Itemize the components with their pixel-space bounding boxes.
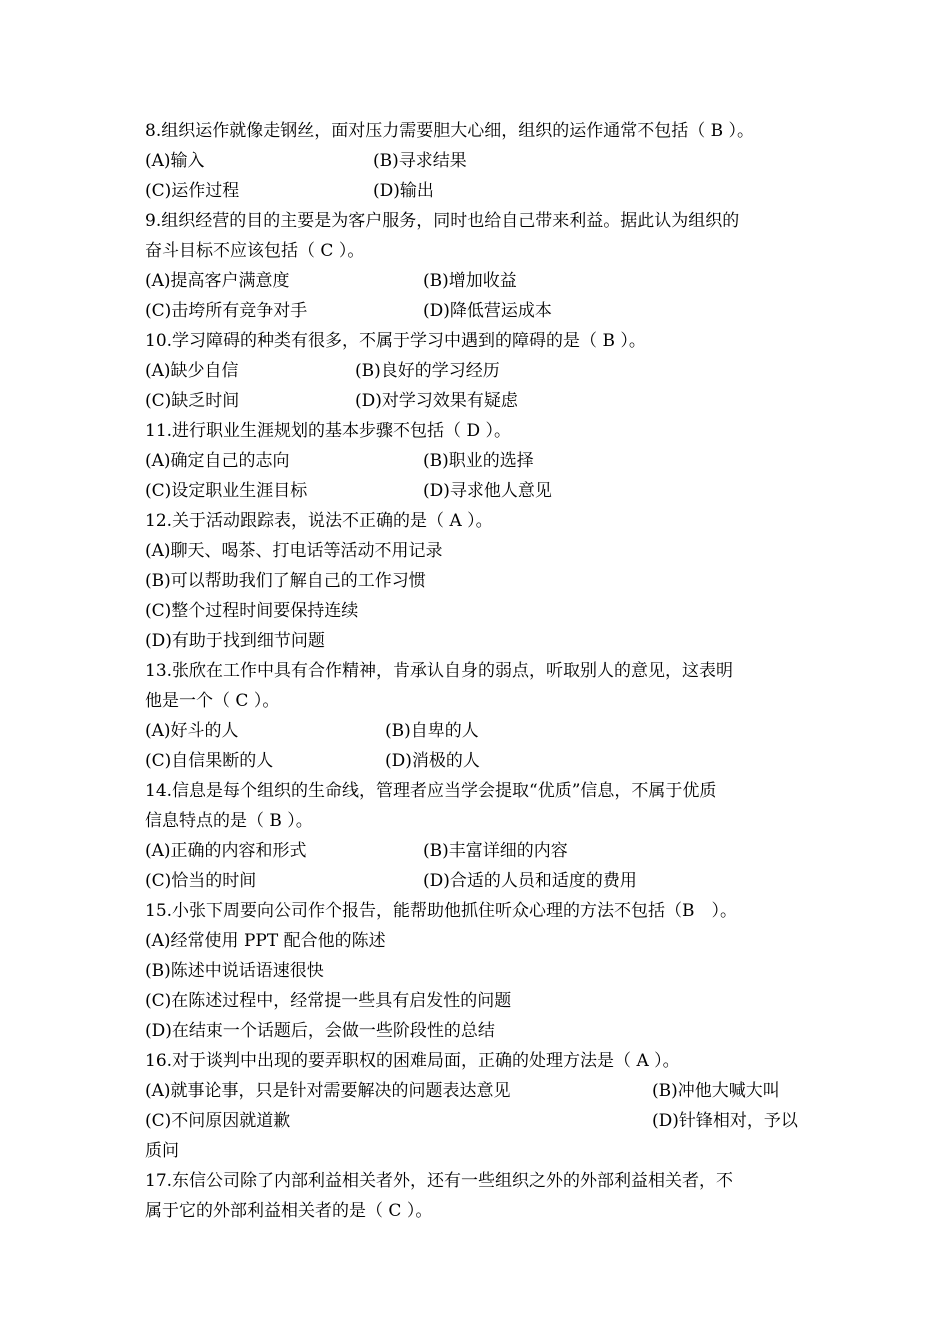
option-d: (D)合适的人员和适度的费用 bbox=[423, 871, 637, 891]
question-11 bbox=[145, 416, 815, 506]
question-14 bbox=[145, 776, 815, 896]
question-stem-continued: 信息特点的是（ B ）。 bbox=[145, 811, 313, 831]
option-b: (B)职业的选择 bbox=[423, 451, 534, 471]
option-c: (C)击垮所有竞争对手 bbox=[145, 301, 308, 321]
option-row bbox=[145, 446, 815, 476]
option-b: (B)冲他大喊大叫 bbox=[652, 1081, 780, 1101]
question-17 bbox=[145, 1166, 815, 1226]
option-row bbox=[145, 866, 815, 896]
option-d: (D)对学习效果有疑虑 bbox=[355, 391, 518, 411]
option-b: (B)可以帮助我们了解自己的工作习惯 bbox=[145, 571, 426, 591]
option-c: (C)不问原因就道歉 bbox=[145, 1111, 291, 1131]
question-9 bbox=[145, 206, 815, 326]
option-a: (A)确定自己的志向 bbox=[145, 451, 290, 471]
option-row bbox=[145, 146, 815, 176]
question-stem-continued: 属于它的外部利益相关者的是（ C ）。 bbox=[145, 1201, 433, 1221]
option-a: (A)提高客户满意度 bbox=[145, 271, 290, 291]
question-stem: 14.信息是每个组织的生命线，管理者应当学会提取“优质”信息，不属于优质 bbox=[145, 781, 717, 801]
option-d: (D)有助于找到细节问题 bbox=[145, 631, 325, 651]
option-row bbox=[145, 716, 815, 746]
option-row bbox=[145, 1076, 815, 1106]
option-a: (A)就事论事，只是针对需要解决的问题表达意见 bbox=[145, 1081, 511, 1101]
question-8 bbox=[145, 116, 815, 206]
option-row bbox=[145, 356, 815, 386]
question-stem: 17.东信公司除了内部利益相关者外，还有一些组织之外的外部利益相关者，不 bbox=[145, 1171, 734, 1191]
question-stem: 11.进行职业生涯规划的基本步骤不包括（ D ）。 bbox=[145, 421, 511, 441]
option-b: (B)陈述中说话语速很快 bbox=[145, 961, 324, 981]
option-a: (A)缺少自信 bbox=[145, 361, 239, 381]
option-b: (B)增加收益 bbox=[423, 271, 517, 291]
document-page bbox=[145, 116, 815, 1226]
question-15 bbox=[145, 896, 815, 1046]
option-row bbox=[145, 176, 815, 206]
question-stem: 15.小张下周要向公司作个报告，能帮助他抓住听众心理的方法不包括（B ）。 bbox=[145, 901, 738, 921]
option-c: (C)缺乏时间 bbox=[145, 391, 240, 411]
option-d: (D)输出 bbox=[373, 181, 434, 201]
question-stem: 16.对于谈判中出现的要弄职权的困难局面，正确的处理方法是（ A ）。 bbox=[145, 1051, 680, 1071]
option-b: (B)自卑的人 bbox=[385, 721, 479, 741]
option-d: (D)降低营运成本 bbox=[423, 301, 552, 321]
question-stem: 9.组织经营的目的主要是为客户服务，同时也给自己带来利益。据此认为组织的 bbox=[145, 211, 740, 231]
option-d: (D)在结束一个话题后，会做一些阶段性的总结 bbox=[145, 1021, 495, 1041]
option-d: (D)寻求他人意见 bbox=[423, 481, 552, 501]
option-row bbox=[145, 476, 815, 506]
question-stem: 8.组织运作就像走钢丝，面对压力需要胆大心细，组织的运作通常不包括（ B ）。 bbox=[145, 121, 755, 141]
option-row bbox=[145, 296, 815, 326]
option-b: (B)寻求结果 bbox=[373, 151, 467, 171]
option-d: (D)消极的人 bbox=[385, 751, 480, 771]
option-b: (B)良好的学习经历 bbox=[355, 361, 500, 381]
option-row bbox=[145, 266, 815, 296]
question-10 bbox=[145, 326, 815, 416]
question-stem: 13.张欣在工作中具有合作精神，肯承认自身的弱点，听取别人的意见，这表明 bbox=[145, 661, 734, 681]
option-a: (A)经常使用 PPT 配合他的陈述 bbox=[145, 931, 386, 951]
question-stem: 10.学习障碍的种类有很多，不属于学习中遇到的障碍的是（ B ）。 bbox=[145, 331, 646, 351]
question-stem-continued: 奋斗目标不应该包括（ C ）。 bbox=[145, 241, 365, 261]
option-row bbox=[145, 836, 815, 866]
option-row bbox=[145, 746, 815, 776]
option-d-wrap: 质问 bbox=[145, 1141, 179, 1161]
question-16 bbox=[145, 1046, 815, 1166]
question-stem: 12.关于活动跟踪表，说法不正确的是（ A ）。 bbox=[145, 511, 493, 531]
option-c: (C)设定职业生涯目标 bbox=[145, 481, 308, 501]
option-c: (C)整个过程时间要保持连续 bbox=[145, 601, 359, 621]
option-a: (A)正确的内容和形式 bbox=[145, 841, 307, 861]
option-c: (C)恰当的时间 bbox=[145, 871, 257, 891]
option-c: (C)在陈述过程中，经常提一些具有启发性的问题 bbox=[145, 991, 512, 1011]
option-c: (C)运作过程 bbox=[145, 181, 240, 201]
option-a: (A)好斗的人 bbox=[145, 721, 239, 741]
option-d: (D)针锋相对，予以 bbox=[652, 1111, 798, 1131]
option-a: (A)聊天、喝茶、打电话等活动不用记录 bbox=[145, 541, 443, 561]
option-c: (C)自信果断的人 bbox=[145, 751, 274, 771]
question-12 bbox=[145, 506, 815, 656]
option-row bbox=[145, 386, 815, 416]
option-row bbox=[145, 1106, 815, 1136]
question-stem-continued: 他是一个（ C ）。 bbox=[145, 691, 280, 711]
question-13 bbox=[145, 656, 815, 776]
option-b: (B)丰富详细的内容 bbox=[423, 841, 568, 861]
option-a: (A)输入 bbox=[145, 151, 205, 171]
